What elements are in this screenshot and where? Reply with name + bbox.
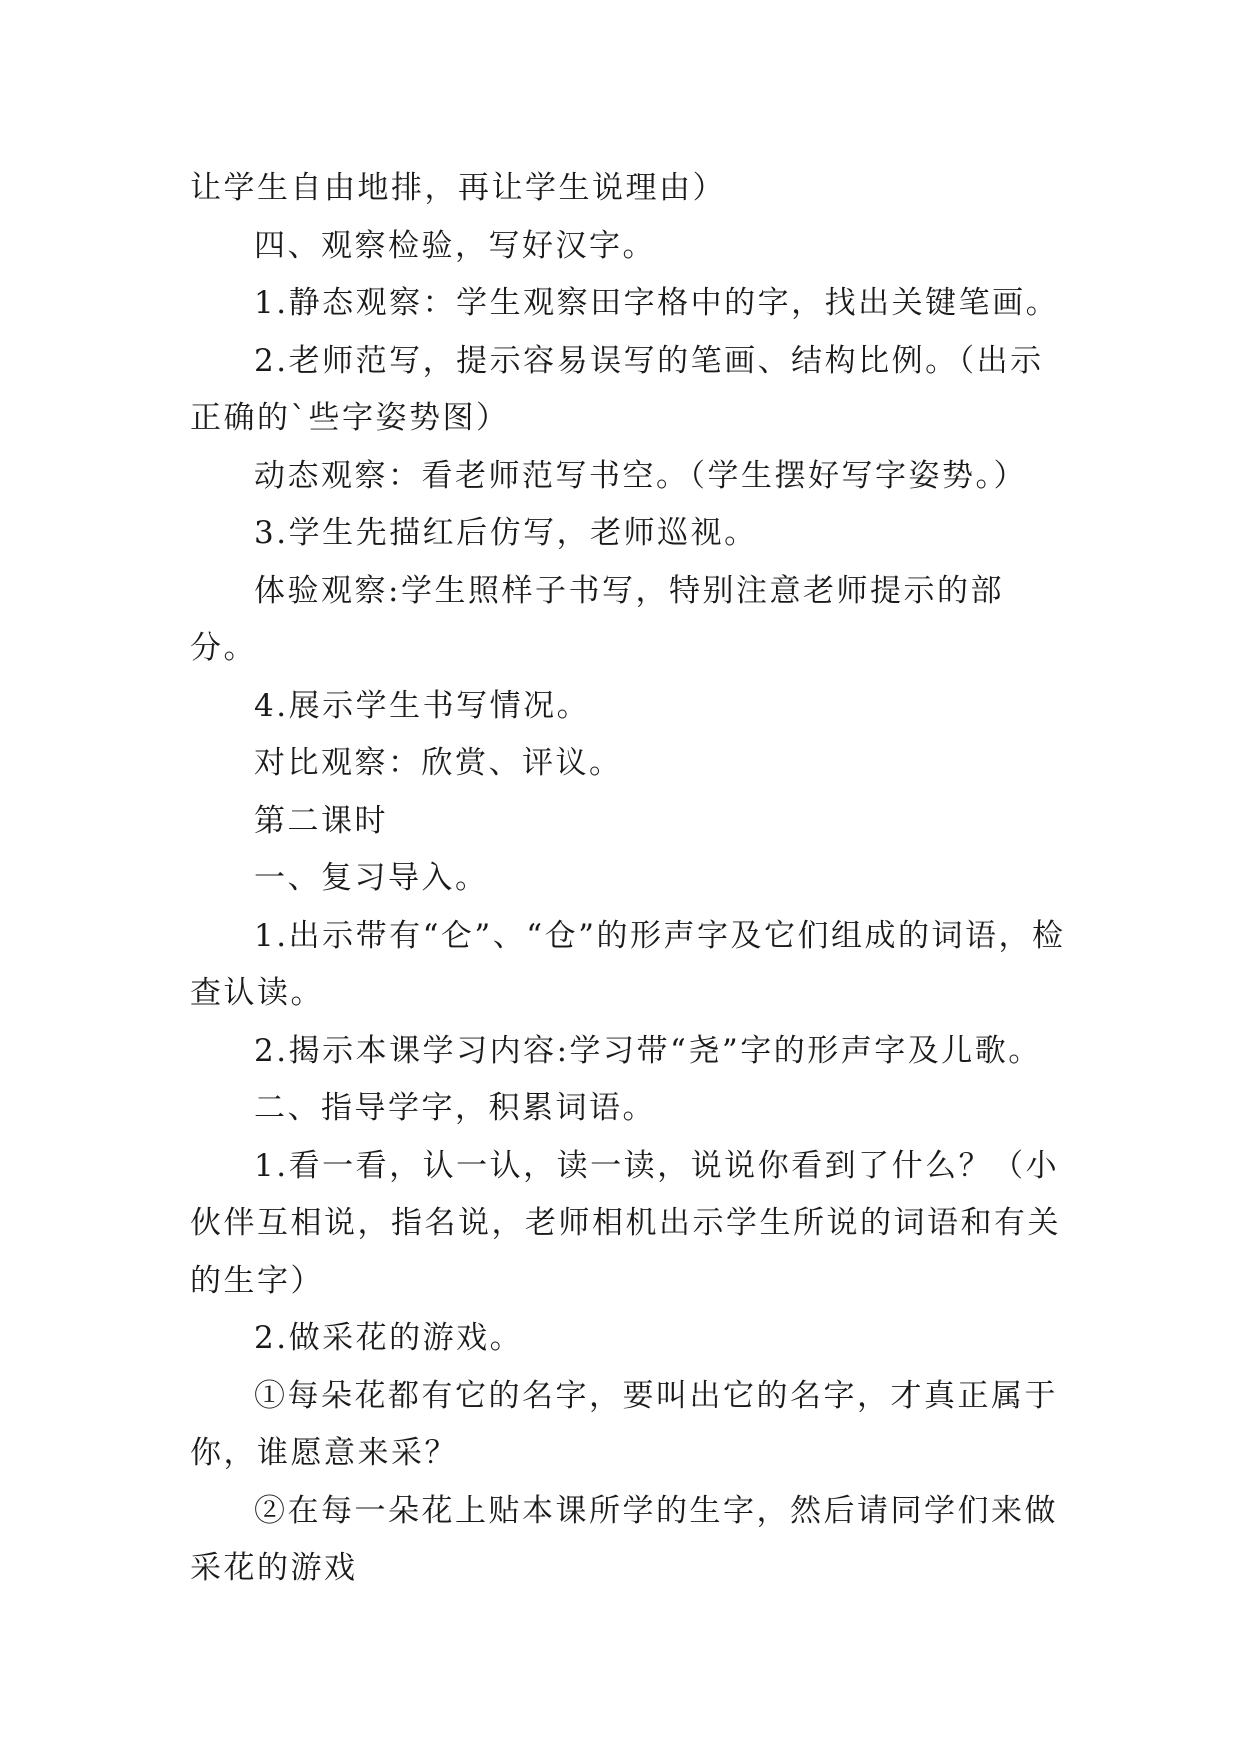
document-body [190,160,1070,1598]
section-heading: 一、复习导入。 [254,860,489,896]
paragraph: 2.做采花的游戏。 [254,1320,524,1356]
paragraph: 2.揭示本课学习内容:学习带“尧”字的形声字及儿歌。 [254,1032,1042,1069]
paragraph: 体验观察:学生照样子书写，特别注意老师提示的部分。 [190,572,1004,666]
paragraph: 动态观察：看老师范写书空。（学生摆好写字姿势。） [254,457,1027,494]
paragraph: 1.出示带有“仑”、“仓”的形声字及它们组成的词语，检查认读。 [190,917,1066,1011]
paragraph: ②在每一朵花上贴本课所学的生字，然后请同学们来做采花的游戏 [190,1492,1058,1586]
paragraph: ①每朵花都有它的名字，要叫出它的名字，才真正属于你，谁愿意来采？ [190,1377,1058,1471]
paragraph: 1.看一看，认一认，读一读，说说你看到了什么？（小伙伴互相说，指名说，老师相机出示学生所说的词语和有关的生字） [190,1147,1061,1299]
paragraph: 3.学生先描红后仿写，老师巡视。 [254,515,758,551]
paragraph: 4.展示学生书写情况。 [254,687,591,724]
paragraph: 对比观察：欣赏、评议。 [254,745,623,781]
section-heading: 四、观察检验，写好汉字。 [254,227,656,264]
paragraph: 2.老师范写，提示容易误写的笔画、结构比例。（出示正确的`些字姿势图） [190,342,1044,436]
section-heading: 二、指导学字，积累词语。 [254,1090,656,1126]
paragraph: 1.静态观察：学生观察田字格中的字，找出关键笔画。 [254,285,1060,321]
lesson-heading: 第二课时 [254,802,388,839]
paragraph: 让学生自由地排，再让学生说理由） [190,170,726,206]
